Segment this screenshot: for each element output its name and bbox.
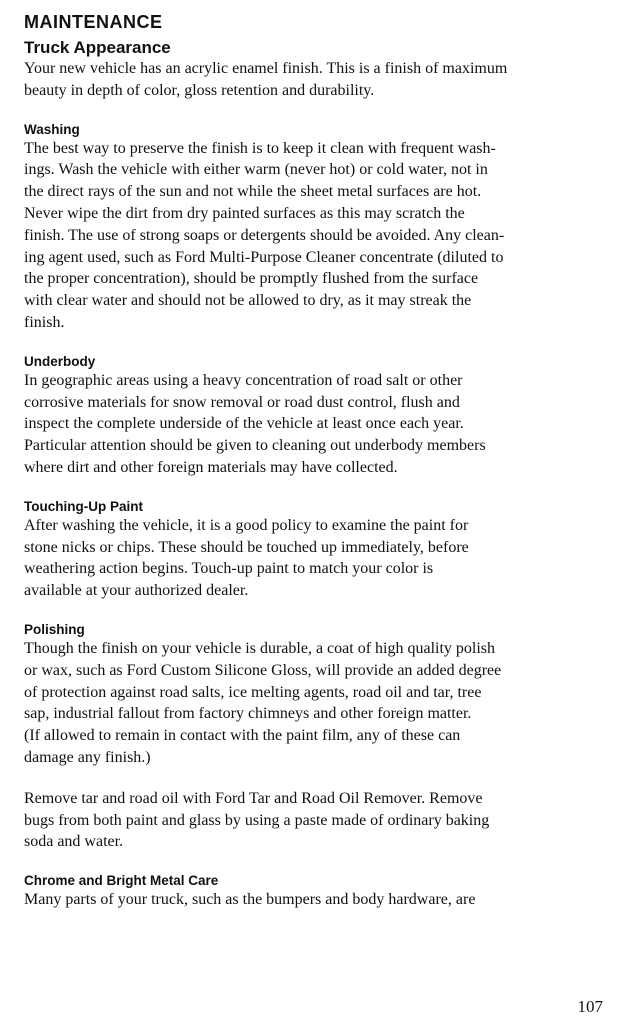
chrome-paragraph: Many parts of your truck, such as the bumpers and body hardware, are (24, 891, 476, 909)
touching-up-paint-paragraph: After washing the vehicle, it is a good policy to examine the paint for stone nicks or chips. These should be touched up immediately, before weathering action begins. Touch-up paint to match your color is available at your authorized dealer. (24, 516, 469, 600)
remove-tar-paragraph: Remove tar and road oil with Ford Tar and Road Oil Remover. Remove bugs from both paint and glass by using a paste made of ordinary baking soda and water. (24, 789, 490, 851)
polishing-heading: Polishing (24, 621, 85, 637)
underbody-heading: Underbody (24, 353, 96, 369)
section-title: MAINTENANCE (24, 12, 163, 32)
washing-paragraph: The best way to preserve the finish is to keep it clean with frequent wash- ings. Wash the vehicle with either warm (never hot) or cold water, not in the direct rays of the sun and not while the sheet metal surfaces are hot. Never wipe the dirt from dry painted surfaces as this may scratch the finish. The use of strong soaps or detergents should be avoided. Any clean- ing agent used, such as Ford Multi-Purpose Cleaner concentrate (diluted to the proper concentration), should be promptly flushed from the surface with clear water and should not be allowed to dry, as it may streak the finish. (24, 139, 505, 331)
underbody-paragraph: In geographic areas using a heavy concentration of road salt or other corrosive materials for snow removal or road dust control, flush and inspect the complete underside of the vehicle at least once each year. Particular attention should be given to cleaning out underbody members where dirt and other foreign materials may have collected. (24, 371, 486, 476)
intro-paragraph: Your new vehicle has an acrylic enamel finish. This is a finish of maximum beauty in depth of color, gloss retention and durability. (24, 60, 508, 99)
chrome-heading: Chrome and Bright Metal Care (24, 873, 219, 889)
polishing-paragraph: Though the finish on your vehicle is durable, a coat of high quality polish or wax, such as Ford Custom Silicone Gloss, will provide an added degree of protection against road salts, ice melting agents, road oil and tar, tree sap, industrial fallout from factory chimneys and other foreign matter. (If allowed to remain in contact with the paint film, any of these can damage any finish.) (24, 639, 502, 766)
touching-up-paint-heading: Touching-Up Paint (24, 498, 143, 514)
subsection-title: Truck Appearance (24, 38, 171, 57)
page-number: 107 (577, 997, 603, 1016)
washing-heading: Washing (24, 121, 80, 137)
page-content (24, 10, 614, 911)
